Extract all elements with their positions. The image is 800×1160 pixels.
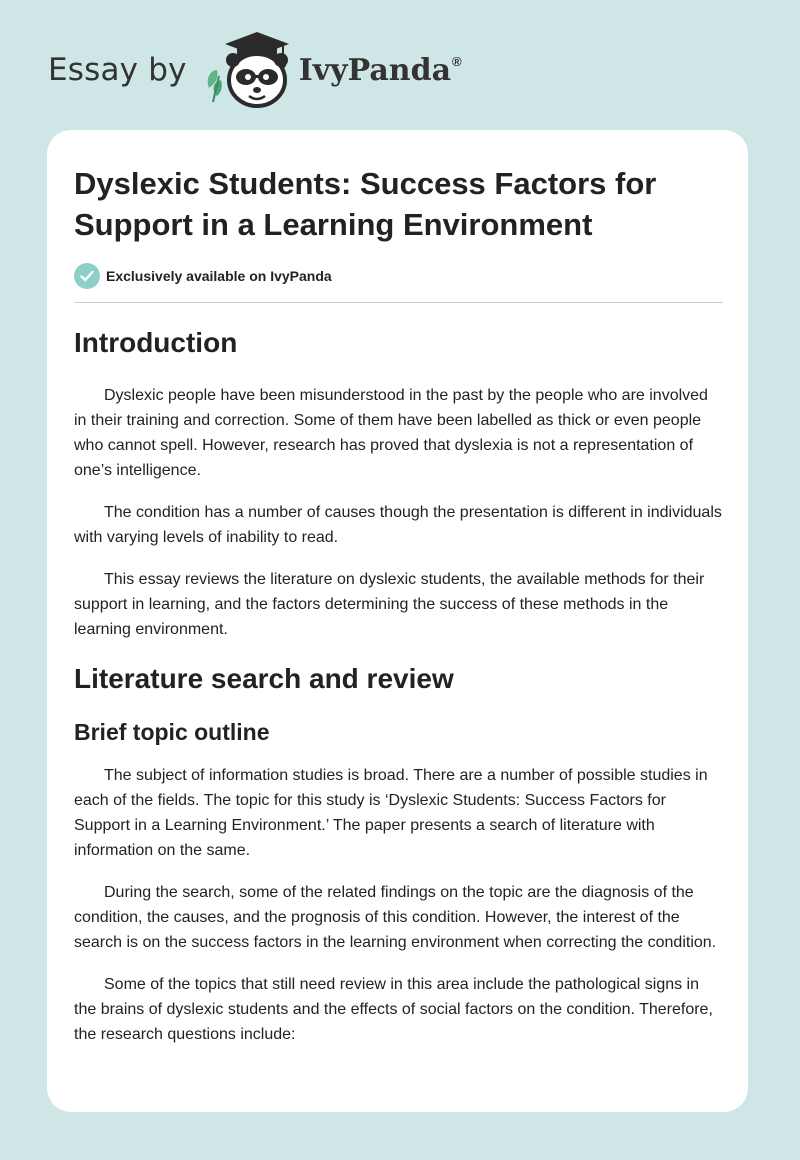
paragraph: The subject of information studies is broad. There are a number of possible studies in each of the fields. The topic for this study is ‘Dyslexic Students: Success Factors for Support in a Learning Environment.’ The paper presents a search of literature with information on the same. xyxy=(74,767,708,859)
paragraph: Dyslexic people have been misunderstood in the past by the people who are involved in their training and correction. Some of them have been labelled as thick or even people who cannot spell. However, research has proved that dyslexia is not a representation of one’s intelligence. xyxy=(74,387,708,479)
article-title: Dyslexic Students: Success Factors for Support in a Learning Environment xyxy=(74,166,657,242)
brand-name-text: IvyPanda xyxy=(298,52,452,88)
brand-header xyxy=(48,30,462,110)
section-heading-introduction: Introduction xyxy=(74,327,238,358)
subheading-brief-topic-outline: Brief topic outline xyxy=(74,719,270,745)
badge-text: Exclusively available on IvyPanda xyxy=(106,268,332,284)
essay-by-label: Essay by xyxy=(48,52,187,88)
exclusive-badge xyxy=(74,263,332,289)
registered-mark: ® xyxy=(452,53,462,69)
article-body xyxy=(74,323,724,1064)
section-heading-literature-search: Literature search and review xyxy=(74,663,454,694)
title-divider xyxy=(74,302,723,303)
article-card xyxy=(47,130,748,1112)
paragraph: This essay reviews the literature on dyslexic students, the available methods for their support in learning, and the factors determining the success of these methods in the learning environment. xyxy=(74,571,705,638)
brand-name[interactable] xyxy=(299,53,462,88)
paragraph: The condition has a number of causes though the presentation is different in individuals with varying levels of inability to read. xyxy=(74,504,722,546)
paragraph: Some of the topics that still need review in this area include the pathological signs in the brains of dyslexic students and the effects of social factors on the condition. Therefore, the research questions include: xyxy=(74,976,713,1043)
paragraph: During the search, some of the related findings on the topic are the diagnosis of the condition, the causes, and the prognosis of this condition. However, the interest of the search is on the success factors in the learning environment when correcting the condition. xyxy=(74,884,717,951)
panda-graduate-icon xyxy=(203,30,295,110)
check-circle-icon xyxy=(74,263,100,289)
